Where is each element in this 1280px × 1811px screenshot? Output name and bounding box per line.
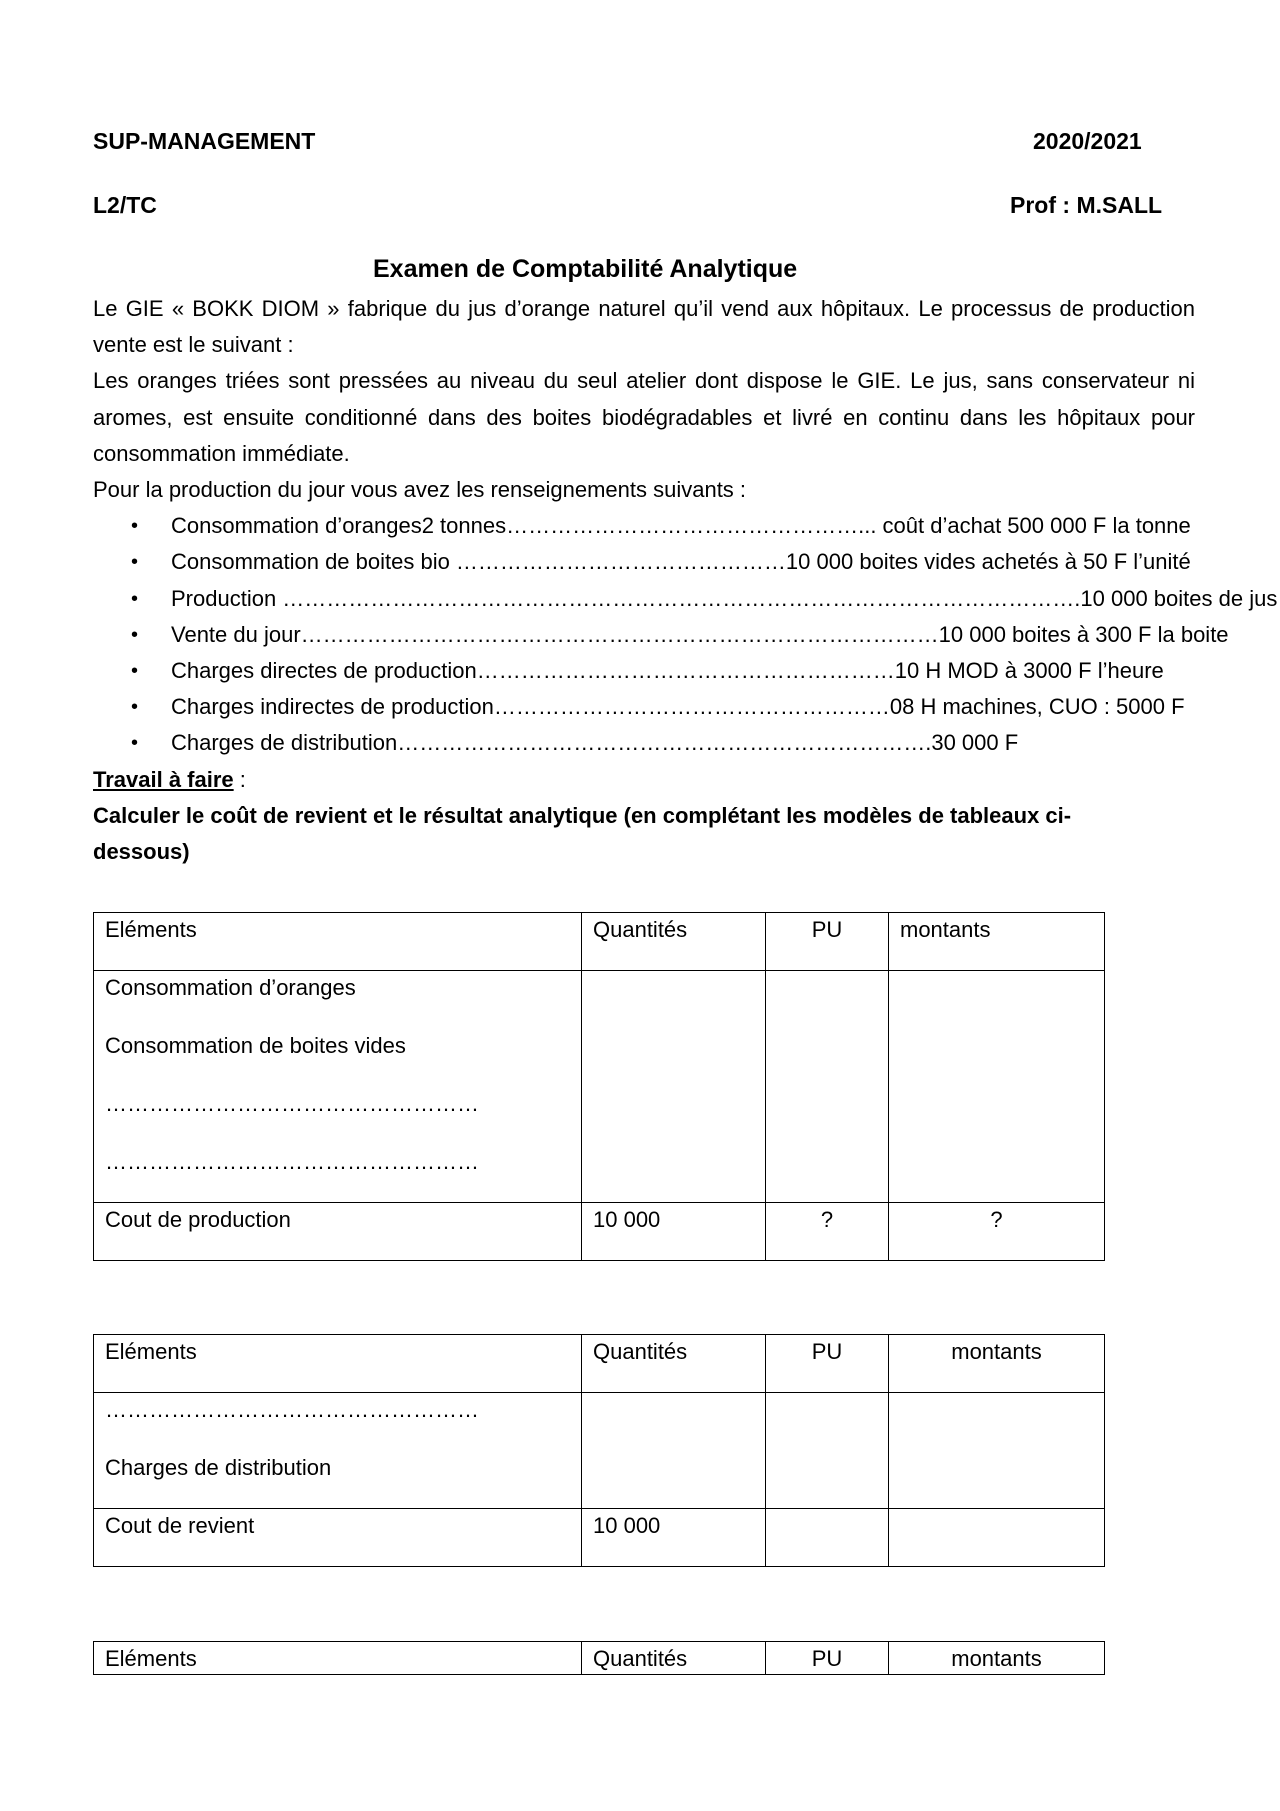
task-colon: : bbox=[233, 766, 246, 792]
total-label-cell: Cout de revient bbox=[94, 1509, 582, 1567]
intro-paragraph-2: Les oranges triées sont pressées au niveau du seul atelier dont dispose le GIE. Le jus, sans conservateur ni aromes, est ensuite conditionné dans des boites biodégradables et livré en continu dans les hôpitaux pour consommation immédiate. bbox=[93, 368, 1195, 466]
intro-paragraph-1: Le GIE « BOKK DIOM » fabrique du jus d’orange naturel qu’il vend aux hôpitaux. Le processus de production vente est le suivant : bbox=[93, 296, 1195, 358]
list-item: • Production ……………………………………………………………………………………………….10 000 boites de jus bbox=[93, 581, 1195, 617]
total-qty-cell: 10 000 bbox=[582, 1509, 766, 1567]
task-heading bbox=[93, 762, 1195, 798]
list-item: • Charges de distribution……………………………………………………………….30 000 F bbox=[93, 725, 1195, 761]
table-row bbox=[94, 971, 1105, 1203]
header-cell: Eléments bbox=[94, 1335, 582, 1393]
cost-price-table bbox=[93, 1334, 1105, 1567]
school-name: SUP-MANAGEMENT bbox=[93, 128, 316, 154]
bullet-icon: • bbox=[131, 696, 139, 719]
element-line: Charges de distribution bbox=[105, 1455, 332, 1480]
task-instruction: Calculer le coût de revient et le résultat analytique (en complétant les modèles de tableaux ci-dessous) bbox=[93, 802, 1072, 865]
class-level: L2/TC bbox=[93, 192, 157, 218]
table-row bbox=[94, 1393, 1105, 1509]
header-cell: Quantités bbox=[582, 913, 766, 971]
empty-cell bbox=[766, 971, 889, 1203]
total-pu-cell: ? bbox=[766, 1203, 889, 1261]
intro-paragraph-3: Pour la production du jour vous avez les renseignements suivants : bbox=[93, 477, 747, 503]
header-cell: montants bbox=[889, 1642, 1105, 1675]
bullet-icon: • bbox=[131, 660, 139, 683]
element-line: Consommation de boites vides bbox=[105, 1033, 406, 1058]
header-cell: Quantités bbox=[582, 1642, 766, 1675]
empty-cell bbox=[582, 1393, 766, 1509]
header-cell: Eléments bbox=[94, 913, 582, 971]
element-line: …………………………………………… bbox=[105, 1149, 479, 1174]
list-item: • Charges directes de production…………………………………………………10 H MOD à 3000 F l’heure bbox=[93, 653, 1195, 689]
bullet-icon: • bbox=[131, 515, 139, 538]
list-item: • Charges indirectes de production………………………………………………08 H machines, CUO : 5000 F bbox=[93, 689, 1195, 725]
table-header-row bbox=[94, 1642, 1105, 1675]
empty-cell bbox=[582, 971, 766, 1203]
element-line: …………………………………………… bbox=[105, 1397, 479, 1422]
element-cell bbox=[94, 1393, 582, 1509]
list-item: • Consommation de boites bio ………………………………………10 000 boites vides achetés à 50 F l’unité bbox=[93, 544, 1195, 580]
bullet-icon: • bbox=[131, 587, 139, 610]
result-table bbox=[93, 1641, 1105, 1675]
total-amount-cell: ? bbox=[889, 1203, 1105, 1261]
task-label: Travail à faire bbox=[93, 766, 234, 792]
empty-cell bbox=[889, 971, 1105, 1203]
element-line: …………………………………………… bbox=[105, 1091, 479, 1116]
header-cell: montants bbox=[889, 1335, 1105, 1393]
header-cell: Quantités bbox=[582, 1335, 766, 1393]
header-cell: Eléments bbox=[94, 1642, 582, 1675]
total-label-cell: Cout de production bbox=[94, 1203, 582, 1261]
header-cell: PU bbox=[766, 913, 889, 971]
element-cell bbox=[94, 971, 582, 1203]
header-cell: PU bbox=[766, 1642, 889, 1675]
table-header-row bbox=[94, 1335, 1105, 1393]
empty-cell bbox=[766, 1509, 889, 1567]
table-total-row bbox=[94, 1203, 1105, 1261]
exam-body bbox=[93, 291, 1278, 870]
bullet-icon: • bbox=[131, 732, 139, 755]
empty-cell bbox=[889, 1509, 1105, 1567]
header-cell: PU bbox=[766, 1335, 889, 1393]
bullet-icon: • bbox=[131, 551, 139, 574]
list-item: • Vente du jour……………………………………………………………………………10 000 boites à 300 F la boite bbox=[93, 617, 1195, 653]
header-cell: montants bbox=[889, 913, 1105, 971]
element-line: Consommation d’oranges bbox=[105, 975, 356, 1000]
exam-title: Examen de Comptabilité Analytique bbox=[373, 255, 798, 283]
academic-year: 2020/2021 bbox=[1033, 128, 1142, 154]
empty-cell bbox=[766, 1393, 889, 1509]
list-item: • Consommation d’oranges2 tonnes…………………………………………... coût d’achat 500 000 F la tonne bbox=[93, 508, 1195, 544]
bullet-icon: • bbox=[131, 623, 139, 646]
total-qty-cell: 10 000 bbox=[582, 1203, 766, 1261]
professor-name: Prof : M.SALL bbox=[1010, 192, 1163, 218]
table-total-row bbox=[94, 1509, 1105, 1567]
data-list bbox=[93, 508, 1278, 761]
cost-production-table bbox=[93, 912, 1105, 1261]
empty-cell bbox=[889, 1393, 1105, 1509]
table-header-row bbox=[94, 913, 1105, 971]
